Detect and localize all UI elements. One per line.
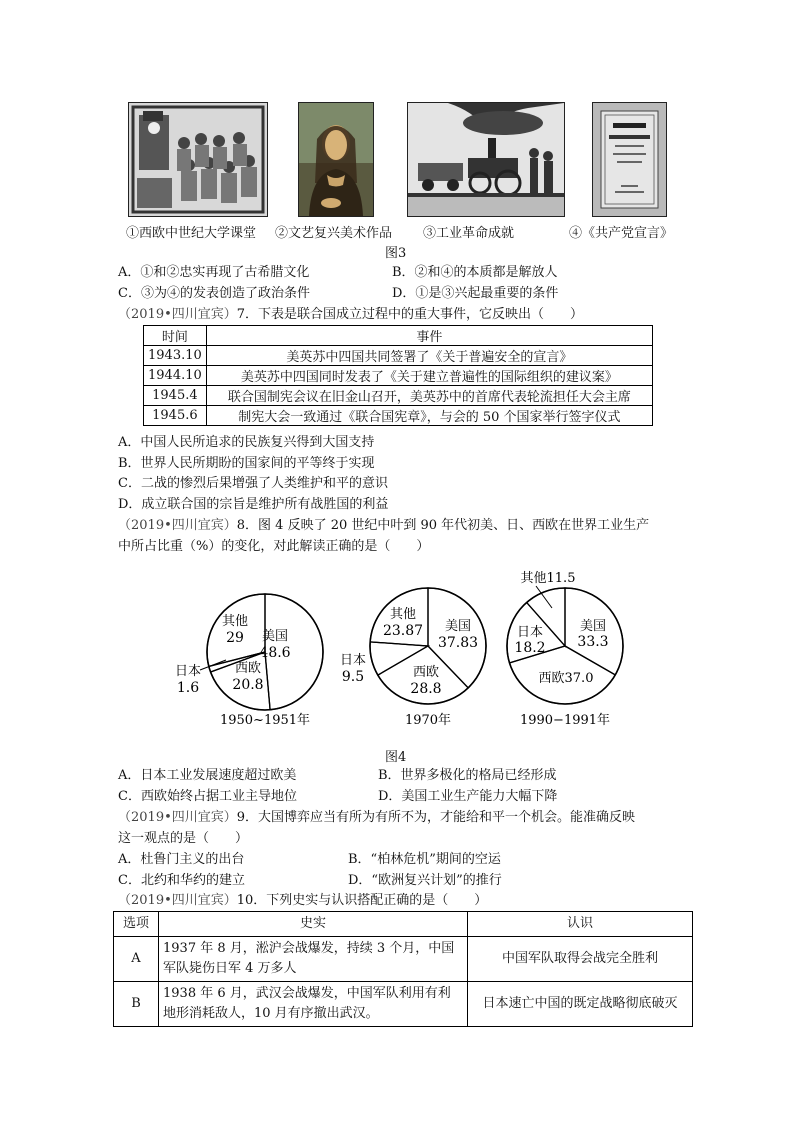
caption-medieval-university: ①西欧中世纪大学课堂 [126,226,257,241]
pie1-other-label: 其他 [221,614,249,629]
q9-option-c: C．北约和华约的建立 [118,873,245,888]
q7-stem [118,306,583,324]
caption-renaissance-art: ②文艺复兴美术作品 [275,226,393,241]
q8-stem-text: 8．图 4 反映了 20 世纪中叶到 90 年代初美、日、西欧在世界工业生产 [236,518,650,533]
q8-stem-line2: 中所占比重（%）的变化，对此解读正确的是（ ） [118,539,430,554]
pie2-us-label: 美国 [444,619,472,634]
table-cell-option: A [114,937,159,982]
mona-lisa-image [298,102,374,217]
pie3-us-value: 33.3 [577,634,609,650]
table-row [144,406,653,426]
table-row [144,386,653,406]
table-cell-understanding: 日本速亡中国的既定战略彻底破灭 [468,982,693,1027]
q9-stem-line2: 这一观点的是（ ） [118,831,249,846]
q7-option-b: B．世界人民所期盼的国家间的平等终于实现 [118,456,375,471]
pie3-jp-value: 18.2 [514,640,546,656]
pie2-us-value: 37.83 [437,635,479,651]
caption-communist-manifesto: ④《共产党宣言》 [569,226,674,241]
table-cell-fact: 1938 年 6 月，武汉会战爆发，中国军队利用有利地形消耗敌人，10 月有序撤出武汉。 [159,982,468,1027]
caption-industrial-revolution: ③工业革命成就 [423,226,515,241]
q8-option-d: D．美国工业生产能力大幅下降 [378,789,558,804]
pie1-title: 1950~1951年 [219,713,311,728]
table-cell-time: 1945.4 [144,386,207,406]
table-row [114,982,693,1027]
q9-source: （2019•四川宜宾） [118,810,237,825]
medieval-university-image [128,102,268,217]
pie1-jp-value: 1.6 [176,680,200,696]
pie2-eu-value: 28.8 [410,681,442,697]
table-header-time: 时间 [144,326,207,346]
figure-4-pie-charts [160,562,630,732]
table-cell-fact: 1937 年 8 月，淞沪会战爆发，持续 3 个月，中国军队毙伤日军 4 万多人 [159,937,468,982]
pie2-other-value: 23.87 [382,623,424,639]
q10-stem [118,892,487,910]
table-cell-event: 美英苏中四国共同签署了《关于普遍安全的宣言》 [206,346,652,366]
q10-table [113,911,693,1027]
q7-option-c: C．二战的惨烈后果增强了人类维护和平的意识 [118,476,388,491]
q8-source: （2019•四川宜宾） [118,518,237,533]
q6-option-c: C．③为④的发表创造了政治条件 [118,286,310,301]
q7-option-a: A．中国人民所追求的民族复兴得到大国支持 [118,435,375,450]
pie1-eu-label: 西欧 [234,661,262,676]
q8-stem-line1 [118,517,649,535]
table-cell-time: 1943.10 [144,346,207,366]
q8-option-c: C．西欧始终占据工业主导地位 [118,789,297,804]
q10-stem-text: 10．下列史实与认识搭配正确的是（ ） [236,893,488,908]
industrial-revolution-image [407,102,565,217]
table-header-event: 事件 [206,326,652,346]
q9-option-b: B．“柏林危机”期间的空运 [348,852,501,867]
pie2-jp-label: 日本 [339,653,367,668]
table-cell-option: B [114,982,159,1027]
table-header-row [114,912,693,937]
pie1-eu-value: 20.8 [232,677,264,693]
q9-stem-text: 9．大国博弈应当有所为有所不为，才能给和平一个机会。能准确反映 [236,810,636,825]
pie2-other-label: 其他 [389,607,417,622]
table-row [144,366,653,386]
figure-3-label: 图3 [385,246,407,261]
pie3-jp-label: 日本 [516,625,544,640]
communist-manifesto-image [592,102,667,217]
pie1-jp-label: 日本 [174,664,202,679]
q6-option-d: D．①是③兴起最重要的条件 [392,286,559,301]
pie3-eu-label: 西欧37.0 [538,671,594,686]
q7-source: （2019•四川宜宾） [118,307,237,322]
table-header-option: 选项 [114,912,159,937]
q7-option-d: D．成立联合国的宗旨是维护所有战胜国的利益 [118,497,389,512]
q6-option-a: A．①和②忠实再现了古希腊文化 [118,265,310,280]
q7-table [143,325,653,426]
q8-option-b: B．世界多极化的格局已经形成 [378,768,557,783]
table-cell-event: 联合国制宪会议在旧金山召开，美英苏中的首席代表轮流担任大会主席 [206,386,652,406]
q9-option-d: D．“欧洲复兴计划”的推行 [348,873,502,888]
table-cell-time: 1945.6 [144,406,207,426]
q8-option-a: A．日本工业发展速度超过欧美 [118,768,297,783]
pie2-title: 1970年 [404,713,452,728]
pie1-us-value: 48.6 [259,645,291,661]
figure-4-label: 图4 [385,750,407,765]
table-header-fact: 史实 [159,912,468,937]
table-cell-understanding: 中国军队取得会战完全胜利 [468,937,693,982]
q6-option-b: B．②和④的本质都是解放人 [392,265,558,280]
pie1-other-value: 29 [226,630,244,646]
table-header-understanding: 认识 [468,912,693,937]
pie3-us-label: 美国 [579,619,607,634]
pie2-jp-value: 9.5 [341,669,365,685]
q9-option-a: A．杜鲁门主义的出台 [118,852,245,867]
pie2-eu-label: 西欧 [412,665,440,680]
table-row [144,346,653,366]
pie3-other-label: 其他11.5 [520,571,576,586]
q9-stem-line1 [118,809,635,827]
table-cell-time: 1944.10 [144,366,207,386]
table-cell-event: 制宪大会一致通过《联合国宪章》，与会的 50 个国家举行签字仪式 [206,406,652,426]
table-header-row [144,326,653,346]
table-row [114,937,693,982]
table-cell-event: 美英苏中四国同时发表了《关于建立普遍性的国际组织的建议案》 [206,366,652,386]
pie3-title: 1990−1991年 [519,713,611,728]
q10-source: （2019•四川宜宾） [118,893,237,908]
pie1-us-label: 美国 [261,629,289,644]
q7-stem-text: 7．下表是联合国成立过程中的重大事件，它反映出（ ） [236,307,584,322]
